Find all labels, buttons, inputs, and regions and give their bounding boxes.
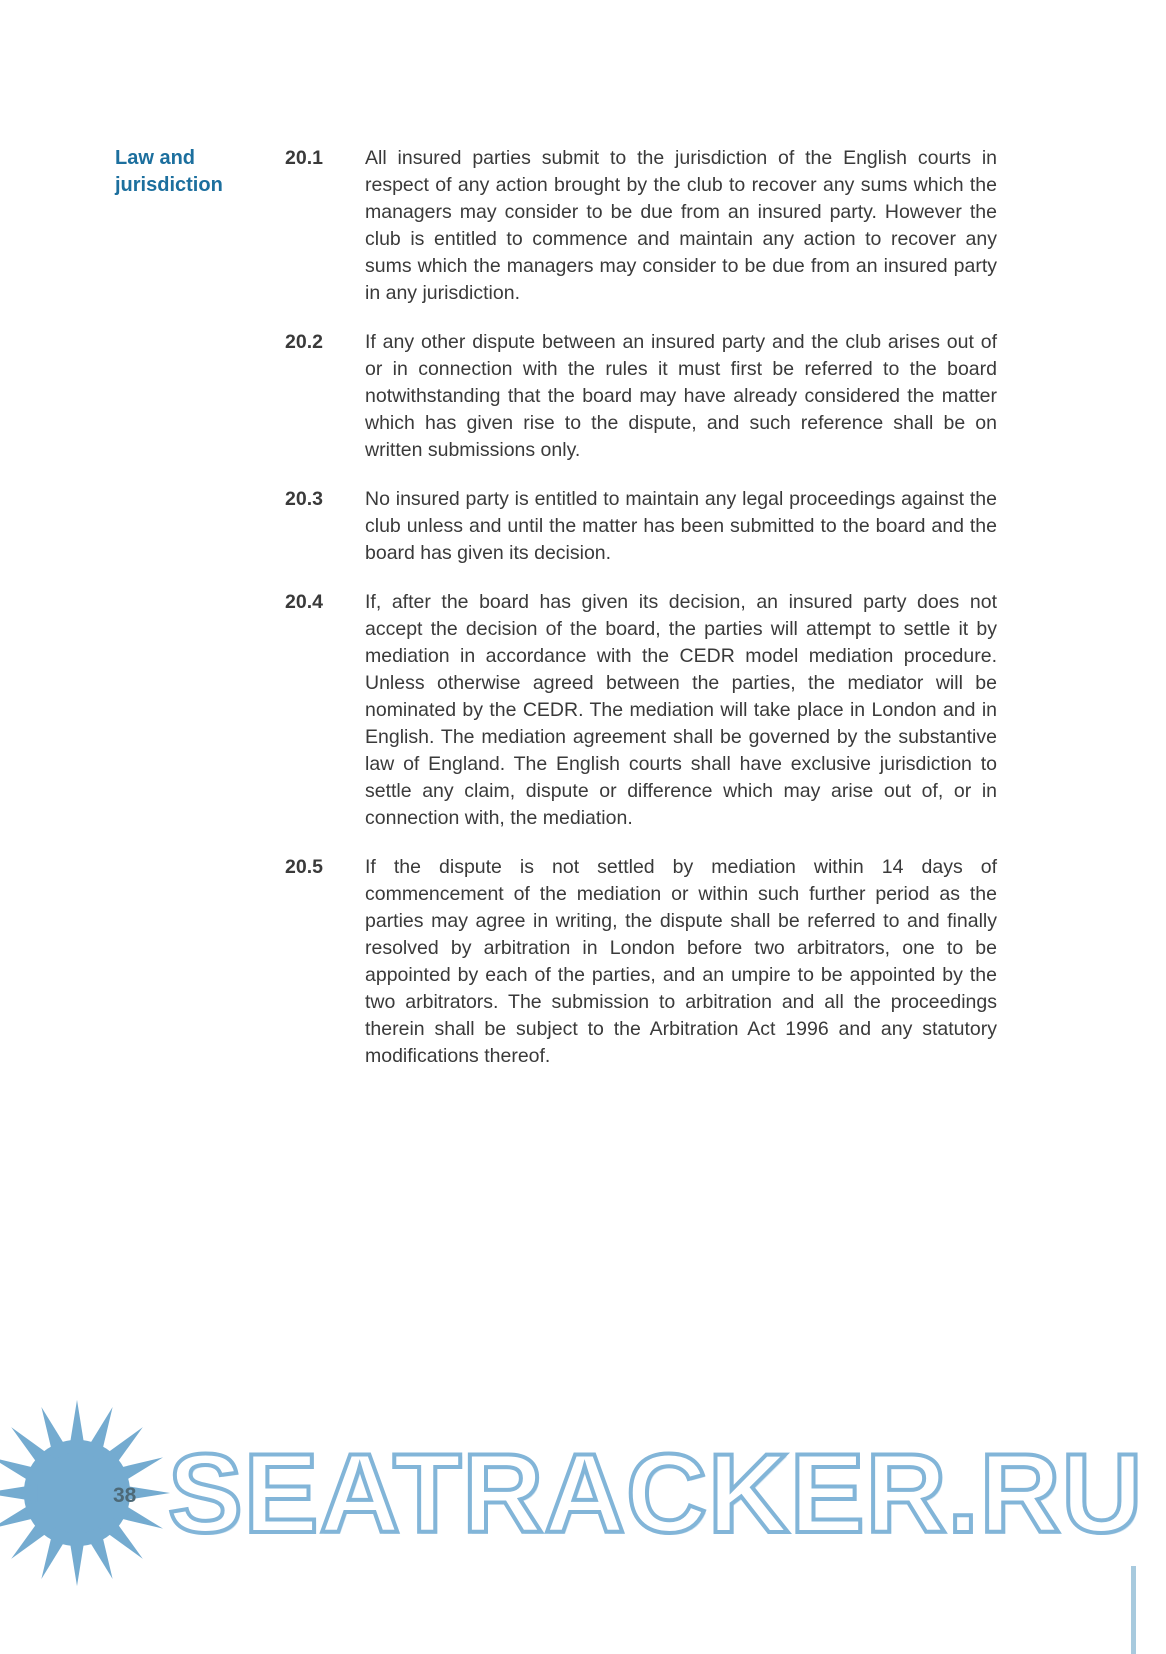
clause-text: No insured party is entitled to maintain any legal proceedings against the club unless and until the matter has been submitted to the board and the board has given its decision. [365,488,997,564]
clause-number: 20.3 [285,488,323,510]
clause-text: All insured parties submit to the jurisdiction of the English courts in respect of any action brought by the club to recover any sums which the managers may consider to be due from an insured party. However the club is entitled to commence and maintain any action to recover any sums which the managers may consider to be due from an insured party in any jurisdiction. [365,147,997,304]
clause-row [115,329,1000,464]
clause-number: 20.4 [285,591,323,613]
clause-number: 20.5 [285,856,323,878]
clauses-section [115,145,1000,1070]
watermark-text: SEATRACKER.RU [168,1431,1144,1556]
clause-text: If any other dispute between an insured party and the club arises out of or in connection with the rules it must first be referred to the board notwithstanding that the board may have already considered the matter which has given rise to the dispute, and such reference shall be on written submissions only. [365,331,997,461]
section-side-label: Law and jurisdiction [115,147,223,196]
sun-icon [0,1398,172,1588]
edge-decoration-line [1131,1566,1136,1654]
clause-row [115,589,1000,832]
clause-row [115,854,1000,1070]
page-number: 38 [113,1484,137,1507]
clause-number: 20.1 [285,147,323,169]
clause-text: If the dispute is not settled by mediation within 14 days of commencement of the mediation or within such further period as the parties may agree in writing, the dispute shall be referred to and finally resolved by arbitration in London before two arbitrators, one to be appointed by each of the parties, and an umpire to be appointed by the two arbitrators. The submission to arbitration and all the proceedings therein shall be subject to the Arbitration Act 1996 and any statutory modifications thereof. [365,856,997,1067]
clause-number: 20.2 [285,331,323,353]
clause-text: If, after the board has given its decision, an insured party does not accept the decision of the board, the parties will attempt to settle it by mediation in accordance with the CEDR model mediation procedure. Unless otherwise agreed between the parties, the mediator will be nominated by the CEDR. The mediation will take place in London and in English. The mediation agreement shall be governed by the substantive law of England. The English courts shall have exclusive jurisdiction to settle any claim, dispute or difference which may arise out of, or in connection with, the mediation. [365,591,997,829]
clause-row [115,486,1000,567]
clause-row [115,145,1000,307]
